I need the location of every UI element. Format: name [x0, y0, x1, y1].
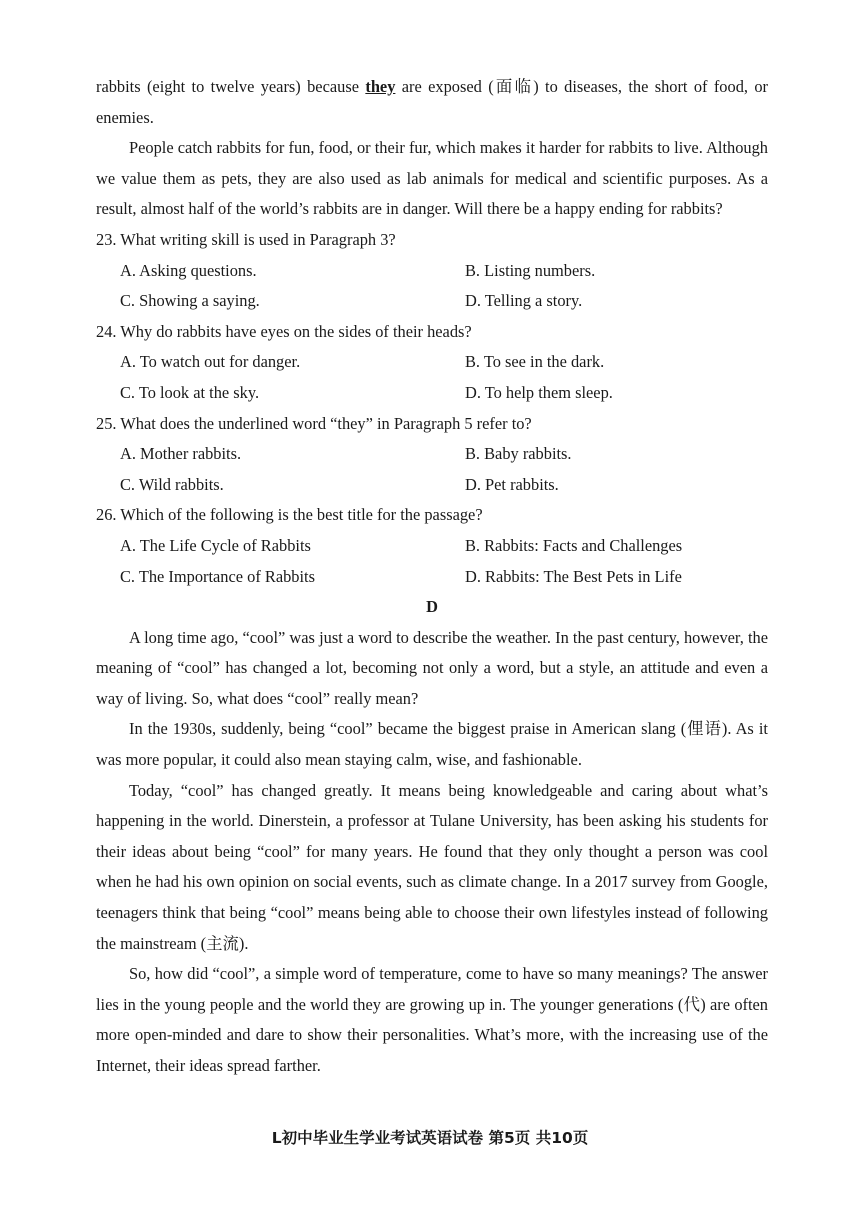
passage-c-paragraph-6: People catch rabbits for fun, food, or their fur, which makes it harder for rabbits to live. Although we value them as pets, they are also used as lab animals for medical and scientific purposes. As a result, almost half of the world’s rabbits are in danger. Will there be a happy ending for rabbits? [96, 138, 768, 219]
passage-d-paragraph-2: In the 1930s, suddenly, being “cool” became the biggest praise in American slang (俚语). As it was more popular, it could also mean staying calm, wise, and fashionable. [96, 719, 768, 770]
option-a: A. Asking questions. [120, 260, 257, 280]
question-stem: 25. What does the underlined word “they” in Paragraph 5 refer to? [96, 413, 532, 433]
page-footer: L初中毕业生学业考试英语试卷 第5页 共10页 [271, 1129, 589, 1147]
option-d: D. To help them sleep. [465, 382, 613, 402]
option-list [96, 256, 768, 317]
option-c: C. The Importance of Rabbits [120, 566, 315, 586]
option-b: B. Listing numbers. [465, 260, 596, 280]
option-d: D. Pet rabbits. [465, 474, 559, 494]
option-list [96, 439, 768, 500]
option-c: C. Showing a saying. [120, 291, 260, 311]
question-24 [96, 317, 768, 409]
question-stem: 23. What writing skill is used in Paragraph 3? [96, 229, 396, 249]
option-c: C. To look at the sky. [120, 382, 260, 402]
option-a: A. Mother rabbits. [120, 444, 242, 464]
paragraph-text: rabbits (eight to twelve years) because [96, 77, 366, 96]
option-list [96, 531, 768, 592]
option-b: B. To see in the dark. [465, 352, 605, 372]
passage-d-paragraph-3: Today, “cool” has changed greatly. It means being knowledgeable and caring about what’s happening in the world. Dinerstein, a professor at Tulane University, has been asking his students for their ideas about being “cool” for many years. He found that they only thought a person was cool when he had his own opinion on social events, such as climate change. In a 2017 survey from Google, teenagers think that being “cool” means being able to choose their own lifestyles instead of following the mainstream (主流). [96, 780, 768, 953]
question-23 [96, 225, 768, 317]
passage-d-paragraph-4: So, how did “cool”, a simple word of temperature, come to have so many meanings? The answer lies in the young people and the world they are growing up in. The younger generations (代) are often more open-minded and dare to show their personalities. What’s more, with the increasing use of the Internet, their ideas spread farther. [96, 964, 768, 1075]
option-d: D. Telling a story. [465, 291, 583, 311]
option-list [96, 347, 768, 408]
option-a: A. The Life Cycle of Rabbits [120, 535, 311, 555]
option-d: D. Rabbits: The Best Pets in Life [465, 566, 682, 586]
passage-c-paragraph-5 [96, 72, 768, 133]
paragraph-text: are exposed (面临) to diseases, the short of food, or enemies. [96, 77, 769, 127]
option-a: A. To watch out for danger. [120, 352, 301, 372]
question-25 [96, 409, 768, 501]
underlined-word-they: they [365, 77, 396, 96]
option-b: B. Baby rabbits. [465, 444, 572, 464]
question-26 [96, 500, 768, 592]
question-stem: 26. Which of the following is the best title for the passage? [96, 505, 483, 525]
passage-d-paragraph-1: A long time ago, “cool” was just a word to describe the weather. In the past century, however, the meaning of “cool” has changed a lot, becoming not only a word, but a style, an attitude and even a way of living. So, what does “cool” really mean? [96, 627, 768, 708]
option-b: B. Rabbits: Facts and Challenges [465, 535, 683, 555]
option-c: C. Wild rabbits. [120, 474, 224, 494]
section-heading-d: D [426, 597, 438, 617]
question-stem: 24. Why do rabbits have eyes on the sides of their heads? [96, 321, 472, 341]
